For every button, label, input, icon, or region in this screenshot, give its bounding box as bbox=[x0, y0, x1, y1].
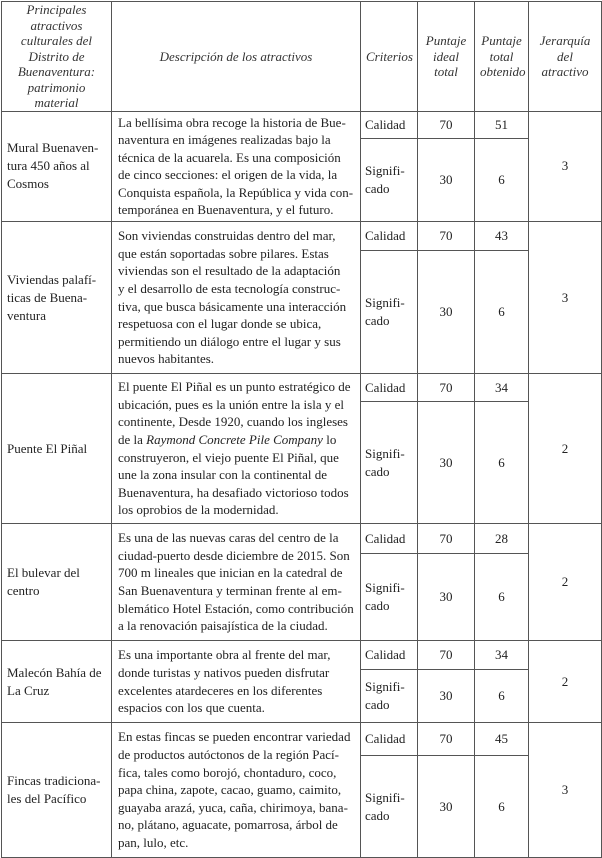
criterion-quality: Calidad bbox=[361, 374, 418, 402]
description-line: San Buenaventura y terminan frente al em- bbox=[118, 583, 342, 599]
ideal-score-significance: 30 bbox=[418, 756, 475, 858]
criterion-quality: Calidad bbox=[361, 222, 418, 251]
description-line: guayaba arazá, yuca, caña, chirimoya, bana- bbox=[118, 799, 348, 815]
attraction-description bbox=[112, 723, 361, 858]
table-row bbox=[2, 723, 602, 756]
company-name: Raymond Concrete Pile Company bbox=[146, 431, 323, 447]
ideal-score-quality: 70 bbox=[418, 222, 475, 251]
description-line: continente, Desde 1920, cuando los ingleses bbox=[118, 414, 348, 430]
attraction-name: Fincas tradiciona- les del Pacífico bbox=[2, 723, 112, 858]
description-line: de cinco secciones: el origen de la vida, la bbox=[118, 167, 338, 183]
attraction-name: Malecón Bahía de La Cruz bbox=[2, 641, 112, 723]
description-line: excelentes atardeceres en los diferentes bbox=[118, 682, 323, 698]
description-line: Conquista española, la República y vida con- bbox=[118, 184, 354, 200]
description-line: donde turistas y nativos pueden disfrutar bbox=[118, 664, 330, 680]
ideal-score-significance: 30 bbox=[418, 138, 475, 221]
description-line: fica, tales como borojó, chontaduro, coco, bbox=[118, 764, 337, 780]
description-line: En estas fincas se pueden encontrar variedad bbox=[118, 729, 351, 745]
ideal-score-significance: 30 bbox=[418, 251, 475, 374]
attraction-name: Mural Buenaven- tura 450 años al Cosmos bbox=[2, 111, 112, 222]
hierarchy-value: 2 bbox=[529, 524, 602, 641]
criterion-quality: Calidad bbox=[361, 641, 418, 670]
attraction-description bbox=[112, 111, 361, 222]
table-row bbox=[2, 641, 602, 670]
obtained-score-quality: 43 bbox=[475, 222, 529, 251]
description-line: técnica de la acuarela. Es una composición bbox=[118, 149, 341, 165]
description-line: El puente El Piñal es un punto estratégico de bbox=[118, 379, 351, 395]
description-line: a la renovación paisajística de la ciudad. bbox=[118, 618, 328, 634]
criterion-quality: Calidad bbox=[361, 524, 418, 554]
obtained-score-significance: 6 bbox=[475, 402, 529, 524]
table-row bbox=[2, 524, 602, 554]
description-line: blemático Hotel Estación, como contribución bbox=[118, 600, 354, 616]
header-row bbox=[2, 2, 602, 112]
obtained-score-significance: 6 bbox=[475, 138, 529, 221]
attraction-name: Puente El Piñal bbox=[2, 374, 112, 524]
ideal-score-significance: 30 bbox=[418, 402, 475, 524]
obtained-score-quality: 45 bbox=[475, 723, 529, 756]
obtained-score-significance: 6 bbox=[475, 756, 529, 858]
description-line: Buenaventura, ha desafiado victorioso todos bbox=[118, 484, 349, 500]
criterion-significance: Signifi- cado bbox=[361, 554, 418, 641]
description-line: Es una de las nuevas caras del centro de la bbox=[118, 530, 339, 546]
description-line: temporánea en Buenaventura, y el futuro. bbox=[118, 202, 334, 218]
attraction-description bbox=[112, 222, 361, 374]
header-ideal-score: Puntaje ideal total bbox=[418, 2, 475, 112]
obtained-score-significance: 6 bbox=[475, 554, 529, 641]
header-obtained-score: Puntaje total obtenido bbox=[475, 2, 529, 112]
ideal-score-significance: 30 bbox=[418, 670, 475, 723]
hierarchy-value: 3 bbox=[529, 222, 602, 374]
hierarchy-value: 2 bbox=[529, 374, 602, 524]
hierarchy-value: 3 bbox=[529, 111, 602, 222]
description-line: une la zona insular con la continental de bbox=[118, 467, 328, 483]
ideal-score-quality: 70 bbox=[418, 111, 475, 138]
attractions-table bbox=[1, 1, 602, 858]
description-line: naventura en imágenes realizadas bajo la bbox=[118, 132, 331, 148]
description-line: nuevos habitantes. bbox=[118, 351, 215, 367]
attraction-description bbox=[112, 641, 361, 723]
ideal-score-quality: 70 bbox=[418, 723, 475, 756]
description-line: que están soportadas sobre pilares. Estas bbox=[118, 245, 329, 261]
hierarchy-value: 3 bbox=[529, 723, 602, 858]
obtained-score-quality: 28 bbox=[475, 524, 529, 554]
ideal-score-quality: 70 bbox=[418, 641, 475, 670]
obtained-score-quality: 34 bbox=[475, 374, 529, 402]
criterion-significance: Signifi- cado bbox=[361, 670, 418, 723]
obtained-score-quality: 34 bbox=[475, 641, 529, 670]
description-line: Es una importante obra al frente del mar, bbox=[118, 647, 331, 663]
criterion-significance: Signifi- cado bbox=[361, 251, 418, 374]
description-line: espacios con los que cuenta. bbox=[118, 700, 265, 716]
description-line: los oprobios de la modernidad. bbox=[118, 502, 279, 518]
header-hierarchy: Jerarquía del atractivo bbox=[529, 2, 602, 112]
description-line: y el desarrollo de esta tecnología construc- bbox=[118, 280, 341, 296]
attraction-description bbox=[112, 374, 361, 524]
table-row bbox=[2, 222, 602, 251]
ideal-score-quality: 70 bbox=[418, 524, 475, 554]
description-line: ubicación, pues es la unión entre la isla y el bbox=[118, 396, 344, 412]
header-criteria: Criterios bbox=[361, 2, 418, 112]
description-line: respetuosa con el lugar donde se ubica, bbox=[118, 316, 322, 332]
attraction-name: Viviendas palafí- ticas de Buena- ventura bbox=[2, 222, 112, 374]
header-attraction: Principales atractivos culturales del Distrito de Buenaventura: patrimonio material bbox=[2, 2, 112, 112]
description-line: tiva, que busca básicamente una interacción bbox=[118, 298, 347, 314]
ideal-score-quality: 70 bbox=[418, 374, 475, 402]
description-line: pan, lulo, etc. bbox=[118, 835, 189, 851]
hierarchy-value: 2 bbox=[529, 641, 602, 723]
table-row bbox=[2, 374, 602, 402]
description-line: 700 m lineales que inician en la catedral de bbox=[118, 565, 343, 581]
ideal-score-significance: 30 bbox=[418, 554, 475, 641]
obtained-score-significance: 6 bbox=[475, 670, 529, 723]
description-line: de productos autóctonos de la región Pací- bbox=[118, 747, 339, 763]
obtained-score-significance: 6 bbox=[475, 251, 529, 374]
criterion-significance: Signifi- cado bbox=[361, 756, 418, 858]
description-line: ciudad-puerto desde diciembre de 2015. Son bbox=[118, 547, 350, 563]
criterion-significance: Signifi- cado bbox=[361, 402, 418, 524]
criterion-quality: Calidad bbox=[361, 723, 418, 756]
description-line: permitiendo un diálogo entre el lugar y sus bbox=[118, 333, 341, 349]
description-line: construyeron, el viejo puente El Piñal, que bbox=[118, 449, 339, 465]
attraction-description bbox=[112, 524, 361, 641]
criterion-significance: Signifi- cado bbox=[361, 138, 418, 221]
criterion-quality: Calidad bbox=[361, 111, 418, 138]
description-line: viviendas son el resultado de la adaptación bbox=[118, 263, 341, 279]
description-line: La bellísima obra recoge la historia de Bue- bbox=[118, 114, 346, 130]
obtained-score-quality: 51 bbox=[475, 111, 529, 138]
attraction-name: El bulevar del centro bbox=[2, 524, 112, 641]
description-line: no, plátano, aguacate, pomarrosa, árbol de bbox=[118, 817, 338, 833]
description-line: papa china, zapote, cacao, guamo, caimito, bbox=[118, 782, 342, 798]
description-line: Son viviendas construidas dentro del mar, bbox=[118, 228, 336, 244]
table-row bbox=[2, 111, 602, 138]
header-description: Descripción de los atractivos bbox=[112, 2, 361, 112]
description-line: de la Raymond Concrete Pile Company lo bbox=[118, 431, 337, 447]
